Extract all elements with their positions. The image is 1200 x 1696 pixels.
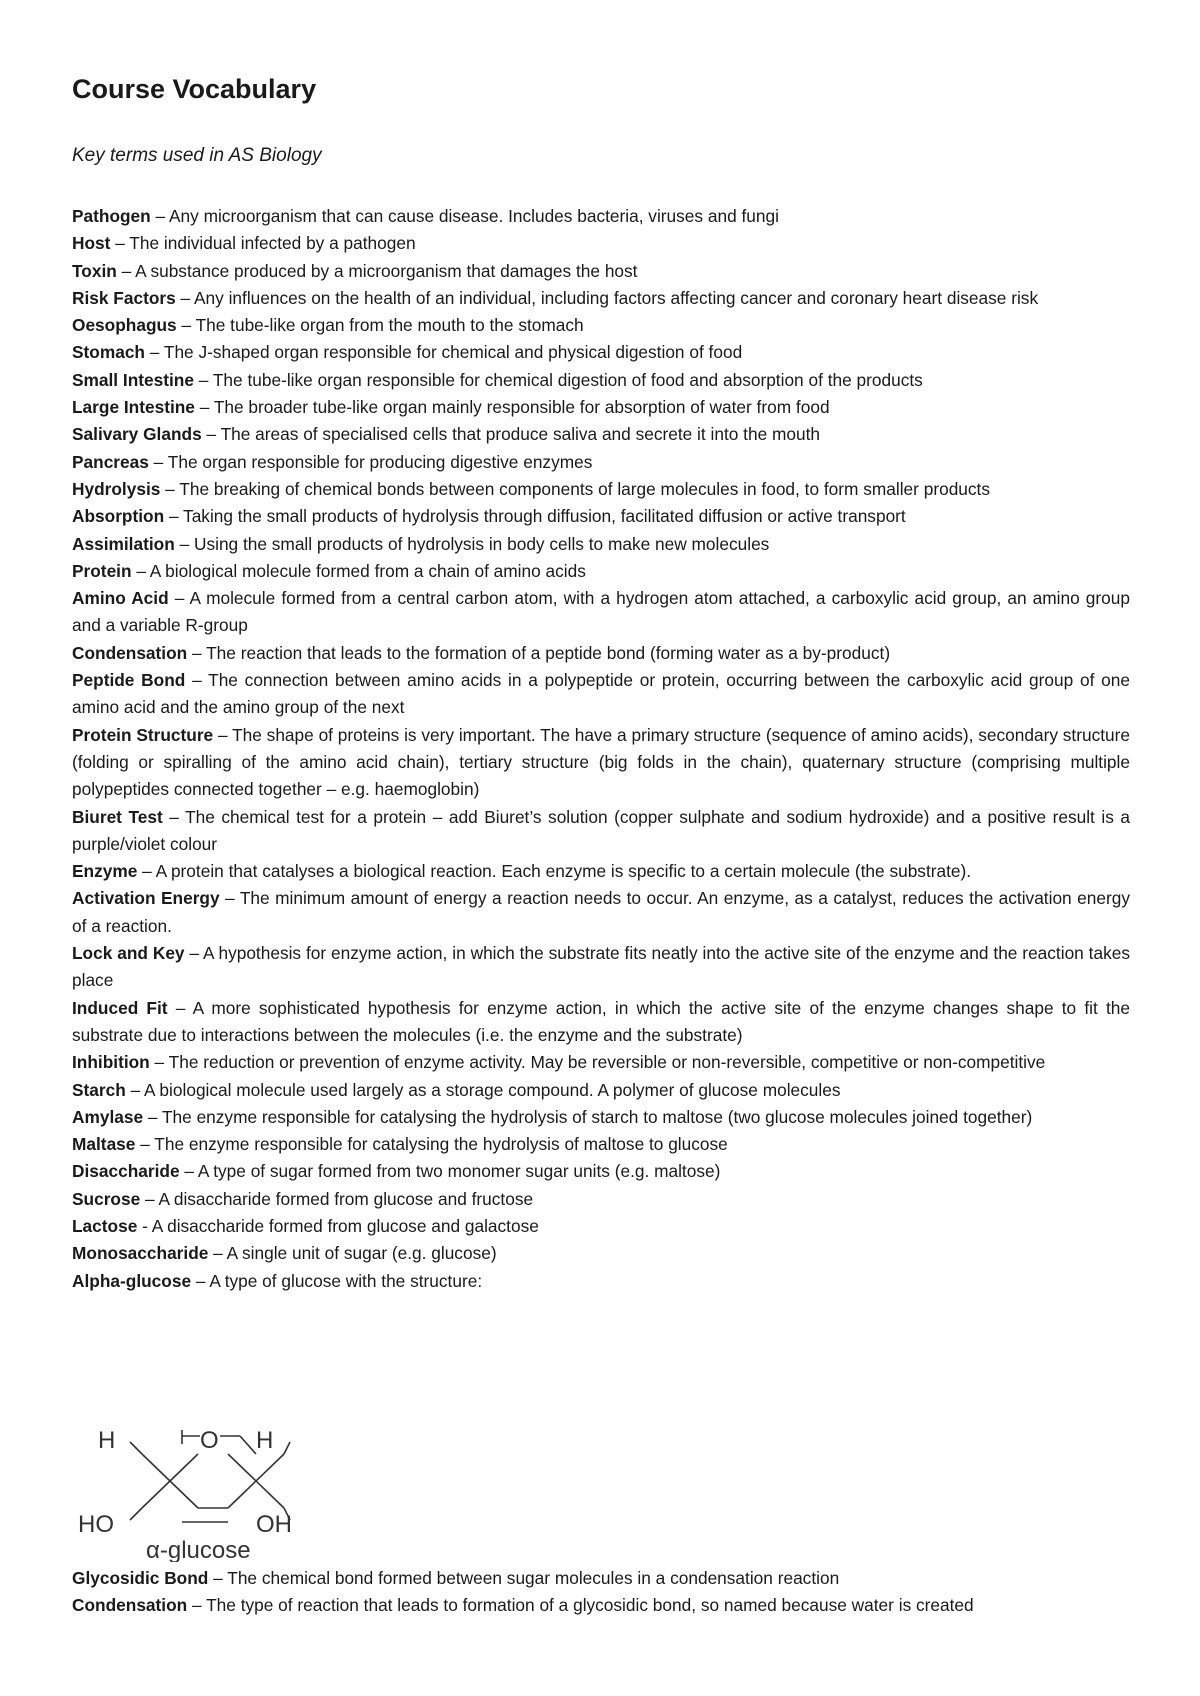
vocab-entry: [72, 421, 1130, 448]
vocab-entry: [72, 585, 1130, 640]
vocab-entry: [72, 1565, 1130, 1592]
vocab-term: Large Intestine: [72, 397, 195, 418]
vocab-term: Disaccharide: [72, 1161, 180, 1182]
vocab-definition: – The J-shaped organ responsible for chemical and physical digestion of food: [144, 342, 743, 363]
vocab-term: Starch: [72, 1079, 126, 1100]
vocab-entry: [72, 230, 1130, 257]
vocab-definition: – The chemical test for a protein – add Biuret’s solution (copper sulphate and sodium hydroxide) and a positive result is a purple/violet colour: [72, 806, 1131, 854]
vocabulary-list-continued: [72, 1565, 1130, 1620]
label-ho-left: HO: [78, 1511, 114, 1538]
vocab-term: Small Intestine: [72, 369, 194, 390]
vocab-definition: – The broader tube-like organ mainly responsible for absorption of water from food: [194, 397, 830, 418]
label-h-left: H: [98, 1427, 116, 1454]
vocab-term: Salivary Glands: [72, 424, 202, 445]
vocab-term: Induced Fit: [72, 997, 168, 1018]
vocab-entry: [72, 367, 1130, 394]
vocab-entry: [72, 1104, 1130, 1131]
vocab-term: Hydrolysis: [72, 478, 161, 499]
vocab-entry: [72, 940, 1130, 995]
vocab-definition: – The enzyme responsible for catalysing the hydrolysis of maltose to glucose: [135, 1134, 728, 1155]
vocab-entry: [72, 1240, 1130, 1267]
vocab-entry: [72, 558, 1130, 585]
vocab-entry: [72, 258, 1130, 285]
vocab-definition: – The enzyme responsible for catalysing the hydrolysis of starch to maltose (two glucose molecules joined together): [143, 1106, 1033, 1127]
vocab-term: Monosaccharide: [72, 1243, 209, 1264]
vocab-definition: – The connection between amino acids in a polypeptide or protein, occurring between the carboxylic acid group of one amino acid and the amino group of the next: [72, 670, 1130, 718]
vocab-definition: – The reduction or prevention of enzyme activity. May be reversible or non-reversible, competitive or non-competitive: [149, 1052, 1046, 1073]
vocab-entry: [72, 203, 1130, 230]
vocab-term: Pathogen: [72, 206, 151, 226]
vocab-term: Peptide Bond: [72, 670, 186, 691]
vocab-term: Protein: [72, 560, 132, 581]
vocab-term: Enzyme: [72, 861, 138, 882]
vocab-entry: [72, 1268, 1130, 1295]
vocab-definition: – The reaction that leads to the formation of a peptide bond (forming water as a by-product): [187, 642, 891, 663]
vocab-definition: – The tube-like organ from the mouth to the stomach: [176, 315, 584, 336]
vocab-entry: [72, 476, 1130, 503]
vocabulary-list: [72, 203, 1130, 1295]
page-title: Course Vocabulary: [72, 74, 317, 104]
vocab-entry: [72, 1592, 1130, 1619]
vocab-definition: – The shape of proteins is very important. The have a primary structure (sequence of amino acids), secondary structure (folding or spiralling of the amino acid chain), tertiary structure (big folds in the chain), quaternary structure (comprising multiple polypeptides connected together – e.g. haemoglobin): [72, 724, 1131, 800]
vocab-entry: [72, 394, 1130, 421]
vocab-term: Oesophagus: [72, 315, 177, 336]
vocab-definition: – Any microorganism that can cause disease. Includes bacteria, viruses and fungi: [150, 206, 779, 226]
vocab-entry: [72, 339, 1130, 366]
vocab-term: Condensation: [72, 1595, 188, 1616]
vocab-entry: [72, 804, 1130, 859]
figure-caption: α-glucose: [146, 1537, 251, 1562]
vocab-definition: – The areas of specialised cells that produce saliva and secrete it into the mouth: [201, 424, 821, 445]
label-oh-right: OH: [256, 1511, 292, 1538]
vocab-term: Risk Factors: [72, 287, 176, 308]
vocab-entry: [72, 722, 1130, 804]
vocab-definition: – Taking the small products of hydrolysis through diffusion, facilitated diffusion or active transport: [164, 506, 906, 527]
vocab-entry: [72, 449, 1130, 476]
vocab-term: Alpha-glucose: [72, 1270, 192, 1291]
vocab-definition: – A type of glucose with the structure:: [191, 1270, 483, 1291]
vocab-entry: [72, 667, 1130, 722]
vocab-definition: – A more sophisticated hypothesis for enzyme action, in which the active site of the enzyme changes shape to fit the substrate due to interactions between the molecules (i.e. the enzyme and the substrate): [72, 997, 1130, 1045]
vocab-entry: [72, 1213, 1130, 1240]
vocab-term: Assimilation: [72, 533, 175, 554]
label-oxygen: O: [200, 1427, 219, 1454]
vocab-term: Glycosidic Bond: [72, 1568, 209, 1588]
vocab-term: Lock and Key: [72, 943, 185, 964]
vocab-entry: [72, 1077, 1130, 1104]
vocab-term: Host: [72, 233, 111, 254]
vocab-entry: [72, 1131, 1130, 1158]
vocab-term: Maltase: [72, 1134, 136, 1155]
vocab-term: Stomach: [72, 342, 145, 363]
vocab-definition: – The chemical bond formed between sugar molecules in a condensation reaction: [208, 1568, 840, 1588]
vocab-entry: [72, 995, 1130, 1050]
vocab-definition: – The type of reaction that leads to formation of a glycosidic bond, so named because water is created: [187, 1595, 974, 1616]
vocab-entry: [72, 312, 1130, 339]
vocab-definition: – A biological molecule used largely as a storage compound. A polymer of glucose molecules: [125, 1079, 841, 1100]
vocab-term: Inhibition: [72, 1052, 150, 1073]
vocab-definition: – Any influences on the health of an individual, including factors affecting cancer and coronary heart disease risk: [175, 287, 1039, 308]
vocab-entry: [72, 531, 1130, 558]
vocab-term: Sucrose: [72, 1188, 141, 1209]
bond-ho-left: [130, 1508, 142, 1520]
page-subtitle: Key terms used in AS Biology: [72, 145, 322, 166]
vocab-definition: – A single unit of sugar (e.g. glucose): [208, 1243, 497, 1264]
vocab-term: Absorption: [72, 506, 165, 527]
vocab-entry: [72, 1158, 1130, 1185]
bond-ring-right: [240, 1436, 256, 1454]
vocab-term: Amino Acid: [72, 588, 169, 609]
vocab-entry: [72, 285, 1130, 312]
vocab-term: Lactose: [72, 1215, 138, 1236]
vocab-definition: – A disaccharide formed from glucose and fructose: [140, 1188, 534, 1209]
vocab-term: Activation Energy: [72, 888, 220, 909]
vocab-definition: – A biological molecule formed from a chain of amino acids: [131, 560, 586, 581]
vocab-term: Protein Structure: [72, 724, 214, 745]
vocab-entry: [72, 858, 1130, 885]
vocab-definition: – A hypothesis for enzyme action, in which the substrate fits neatly into the active site of the enzyme and the reaction takes place: [72, 943, 1130, 991]
vocab-term: Amylase: [72, 1106, 144, 1127]
vocab-definition: - A disaccharide formed from glucose and galactose: [137, 1215, 539, 1236]
vocab-term: Pancreas: [72, 451, 149, 472]
vocab-definition: – A molecule formed from a central carbon atom, with a hydrogen atom attached, a carboxylic acid group, an amino group and a variable R-group: [72, 588, 1130, 636]
vocab-term: Condensation: [72, 642, 188, 663]
vocab-definition: – The organ responsible for producing digestive enzymes: [148, 451, 593, 472]
vocab-entry: [72, 1049, 1130, 1076]
vocab-definition: – The individual infected by a pathogen: [110, 233, 416, 254]
vocab-definition: – The breaking of chemical bonds between components of large molecules in food, to form smaller products: [160, 478, 991, 499]
vocab-entry: [72, 1186, 1130, 1213]
vocab-entry: [72, 885, 1130, 940]
vocab-definition: – A substance produced by a microorganism that damages the host: [116, 260, 638, 281]
vocab-definition: – Using the small products of hydrolysis in body cells to make new molecules: [174, 533, 770, 554]
vocab-term: Biuret Test: [72, 806, 163, 827]
vocab-definition: – The tube-like organ responsible for chemical digestion of food and absorption of the products: [193, 369, 923, 390]
vocab-term: Toxin: [72, 260, 117, 281]
label-h-right: H: [256, 1427, 274, 1454]
vocab-entry: [72, 640, 1130, 667]
alpha-glucose-diagram: [78, 1410, 338, 1562]
bond-h-left: [130, 1442, 142, 1454]
vocab-entry: [72, 503, 1130, 530]
vocab-definition: – A protein that catalyses a biological reaction. Each enzyme is specific to a certain molecule (the substrate).: [137, 861, 972, 882]
bond-h-right: [284, 1442, 290, 1454]
vocab-definition: – A type of sugar formed from two monomer sugar units (e.g. maltose): [179, 1161, 721, 1182]
vocab-definition: – The minimum amount of energy a reaction needs to occur. An enzyme, as a catalyst, reduces the activation energy of a reaction.: [72, 888, 1130, 936]
